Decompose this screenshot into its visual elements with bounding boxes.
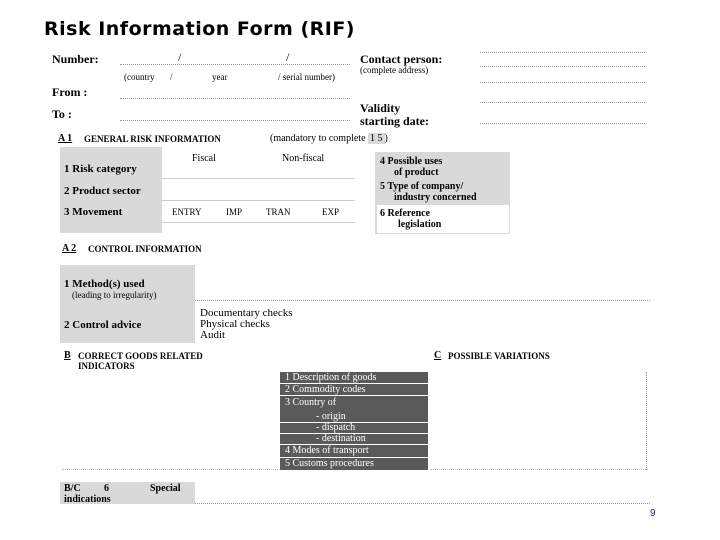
section-c-values[interactable]	[430, 372, 648, 470]
movement-entry[interactable]: ENTRY	[172, 207, 202, 217]
year-hint: year	[212, 72, 228, 82]
validity-field-2[interactable]	[480, 123, 645, 124]
validity-label: Validity	[360, 101, 401, 115]
risk-category-label: 1 Risk category	[64, 163, 137, 175]
control-advice-label: 2 Control advice	[64, 319, 142, 331]
footer-label-2: indications	[64, 494, 111, 505]
validity-field-1[interactable]	[480, 102, 645, 103]
section-a1-code: A 1	[58, 133, 73, 144]
footer-code: B/C	[64, 483, 81, 494]
country-origin: - origin	[280, 412, 428, 422]
non-fiscal-option[interactable]: Non-fiscal	[282, 153, 325, 164]
section-c-code: C	[434, 350, 442, 361]
a1-row-divider-3	[162, 222, 355, 223]
reference-label: 6 Reference legislation	[380, 208, 442, 230]
number-label: Number:	[52, 52, 99, 66]
page-number: 9	[650, 508, 656, 519]
method-field[interactable]	[195, 300, 650, 301]
a1-row-divider-1	[162, 178, 355, 179]
a1-left-values	[162, 147, 355, 233]
a1-row-divider-2	[162, 200, 355, 201]
country-hint: (country	[124, 72, 155, 82]
footer-num: 6	[104, 483, 109, 494]
audit-check[interactable]: Audit	[200, 329, 226, 341]
movement-label: 3 Movement	[64, 206, 123, 218]
product-sector-label: 2 Product sector	[64, 185, 141, 197]
commodity-codes: 2 Commodity codes	[280, 384, 428, 395]
section-b-title: CORRECT GOODS RELATED INDICATORS	[78, 351, 203, 371]
from-label: From :	[52, 85, 88, 99]
contact-field-line-2[interactable]	[480, 66, 645, 67]
physical-checks[interactable]: Physical checks	[200, 318, 270, 330]
contact-field-line-1[interactable]	[480, 52, 645, 53]
modes-of-transport: 4 Modes of transport	[280, 445, 428, 457]
company-type-label: 5 Type of company/ industry concerned	[380, 181, 477, 203]
form-title: Risk Information Form (RIF)	[44, 18, 355, 40]
movement-exp[interactable]: EXP	[322, 207, 340, 217]
country-of: 3 Country of	[280, 396, 428, 412]
special-indications-field[interactable]	[195, 482, 650, 504]
possible-uses-label: 4 Possible uses of product	[380, 156, 443, 178]
method-hint: (leading to irregularity)	[72, 290, 157, 300]
method-label: 1 Method(s) used	[64, 278, 145, 290]
to-label: To :	[52, 107, 72, 121]
contact-label: Contact person:	[360, 52, 443, 66]
section-b-code: B	[64, 350, 71, 361]
footer-label: Special	[150, 483, 181, 494]
contact-field-line-3[interactable]	[480, 82, 645, 83]
customs-procedures: 5 Customs procedures	[280, 458, 428, 470]
section-a1-note: (mandatory to complete 1 5 )	[270, 133, 388, 144]
country-dispatch: - dispatch	[280, 423, 428, 433]
section-c-title: POSSIBLE VARIATIONS	[448, 351, 550, 361]
section-a2-code: A 2	[62, 243, 77, 254]
country-destination: - destination	[280, 434, 428, 444]
section-c-edge	[646, 372, 647, 470]
description-of-goods: 1 Description of goods	[280, 372, 428, 383]
movement-tran[interactable]: TRAN	[266, 207, 291, 217]
a2-label-column	[60, 265, 195, 343]
number-field[interactable]	[120, 64, 350, 65]
movement-imp[interactable]: IMP	[226, 207, 243, 217]
section-b-values[interactable]	[62, 372, 278, 470]
section-a2-title: CONTROL INFORMATION	[88, 244, 202, 254]
checks-list[interactable]	[200, 308, 293, 341]
from-field[interactable]	[120, 98, 350, 99]
serial-hint: / serial number)	[278, 72, 335, 82]
validity-label-2: starting date:	[360, 114, 429, 128]
number-slash-2: /	[286, 50, 290, 64]
a1-right-values[interactable]	[510, 152, 650, 234]
fiscal-option[interactable]: Fiscal	[192, 153, 216, 164]
documentary-checks[interactable]: Documentary checks	[200, 307, 293, 319]
to-field[interactable]	[120, 120, 350, 121]
section-a1-title: GENERAL RISK INFORMATION	[84, 134, 221, 144]
number-slash-1: /	[178, 50, 182, 64]
contact-hint: (complete address)	[360, 65, 429, 75]
slash-hint: /	[170, 72, 173, 82]
